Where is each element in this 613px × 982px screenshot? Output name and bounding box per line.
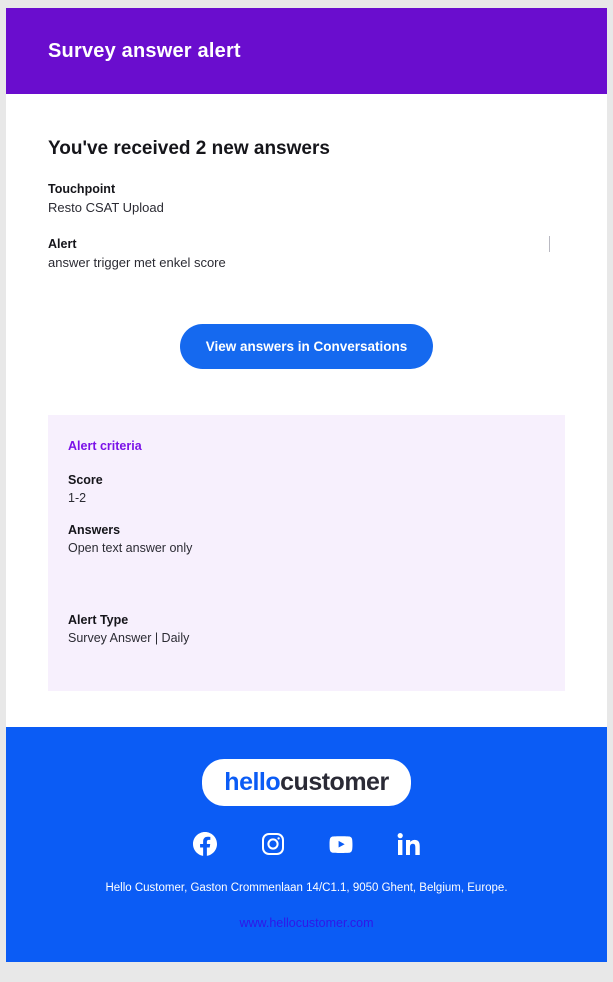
social-links [6, 832, 607, 856]
logo-secondary-text: customer [280, 768, 389, 796]
bottom-strip [0, 974, 613, 982]
criteria-score [68, 473, 545, 505]
criteria-alert-type [68, 613, 545, 645]
email-footer [6, 727, 607, 962]
cta-container [48, 324, 565, 369]
page-title: You've received 2 new answers [48, 138, 330, 159]
alert-criteria-title: Alert criteria [68, 439, 142, 453]
email-header-title: Survey answer alert [48, 39, 241, 62]
instagram-icon[interactable] [261, 832, 285, 856]
email-container [6, 8, 607, 962]
criteria-score-label: Score [68, 473, 103, 487]
field-touchpoint-label: Touchpoint [48, 182, 116, 196]
field-alert-label: Alert [48, 237, 77, 251]
criteria-answers-value: Open text answer only [68, 541, 193, 555]
logo-primary-text: hello [224, 768, 281, 796]
footer-website-link[interactable]: www.hellocustomer.com [239, 916, 374, 930]
criteria-score-value: 1-2 [68, 491, 87, 505]
field-touchpoint-value: Resto CSAT Upload [48, 200, 164, 215]
hello-customer-logo [202, 759, 410, 806]
text-cursor [549, 236, 550, 252]
alert-criteria-panel [48, 415, 565, 691]
criteria-answers [68, 523, 545, 555]
criteria-alert-type-value: Survey Answer | Daily [68, 631, 190, 645]
facebook-icon[interactable] [193, 832, 217, 856]
criteria-alert-type-label: Alert Type [68, 613, 129, 627]
body-spacer [48, 691, 565, 727]
criteria-answers-label: Answers [68, 523, 121, 537]
youtube-icon[interactable] [329, 832, 353, 856]
field-touchpoint [48, 182, 565, 215]
field-alert-value: answer trigger met enkel score [48, 255, 226, 270]
email-header [6, 8, 607, 94]
footer-address: Hello Customer, Gaston Crommenlaan 14/C1.1, 9050 Ghent, Belgium, Europe. [105, 882, 508, 894]
field-alert [48, 237, 565, 270]
view-answers-button[interactable]: View answers in Conversations [180, 324, 434, 369]
email-body [6, 94, 607, 727]
linkedin-icon[interactable] [397, 832, 421, 856]
